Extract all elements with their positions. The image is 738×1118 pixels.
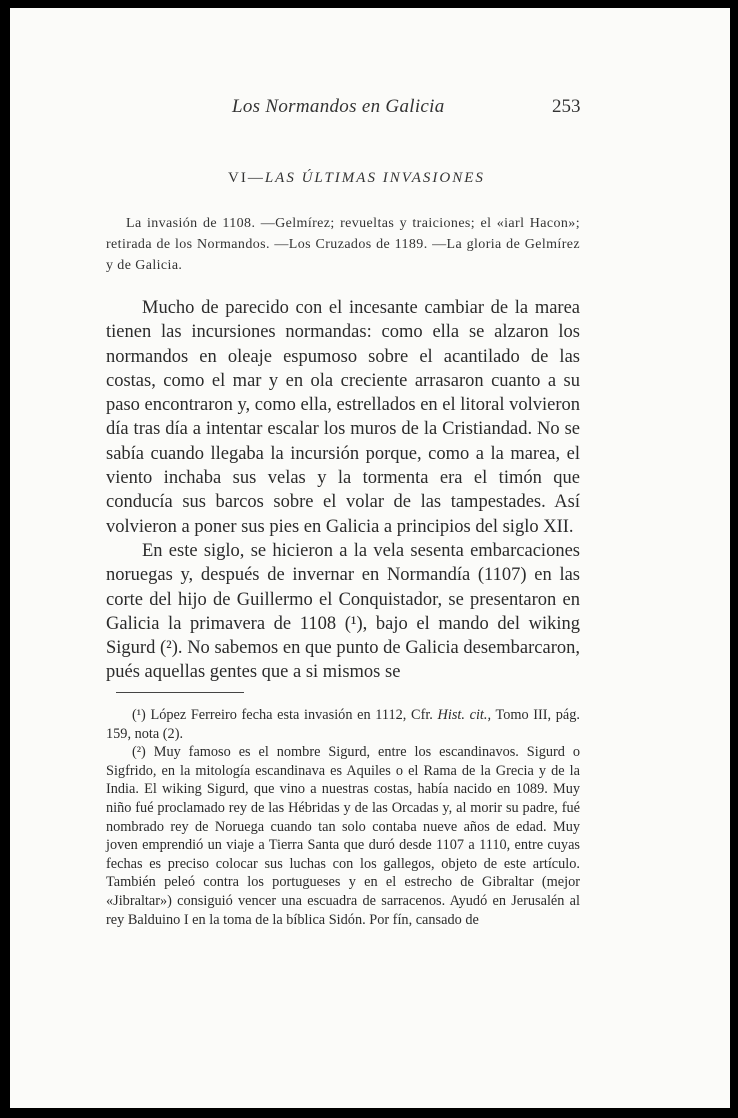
king-numeral: I (183, 911, 189, 928)
paragraph-text: En este siglo, se hicieron a la vela sesenta embarcaciones noruegas y, después de invernar en Normandía (1107) en las corte del hijo de Guillermo el Conquistador, se presentaron en Galicia la primavera de 1108 (106, 540, 580, 634)
chapter-summary: La invasión de 1108. —Gelmírez; revueltas y traiciones; el «iarl Hacon»; retirada de los Normandos. —Los Cruzados de 1189. —La gloria de Gelmírez y de Galicia. (106, 216, 580, 273)
footnote-mark: (¹) (132, 707, 146, 723)
footnote-text: López Ferreiro fecha esta invasión en 1112, Cfr. (150, 707, 433, 723)
footnote-mark: (²) (132, 744, 146, 761)
section-dash: — (247, 170, 265, 186)
footnote-ref-2: (²). (160, 638, 183, 659)
main-text (106, 296, 580, 685)
paragraph (106, 539, 580, 685)
footnote-text: Tomo (495, 707, 529, 723)
footnote-text: pág. 159, nota (2). (106, 707, 580, 742)
paragraph-text: Mucho de parecido con el incesante cambiar de la marea tienen las incursiones normandas: como ella se alzaron los normandos en oleaje espumoso sobre el acantilado de las costas, como el mar y en ola creciente arrasaron cuanto a su paso encontraron y, como ella, estrellados en el litoral volvieron día tras día a intentar escalar los muros de la Cristiandad. No se sabía cuando llegaba la incursión porque, como a la marea, el viento inchaba sus velas y la tormenta era el timón que conducía sus barcos sobre el volar de las tampestades. Así volvieron a poner sus pies en Galicia a principios del siglo (106, 298, 580, 537)
volume-numeral: III, (533, 707, 552, 723)
footnote-divider (116, 692, 244, 693)
paragraph (106, 296, 580, 539)
running-title: Los Normandos en Galicia (232, 96, 445, 117)
book-page (10, 8, 730, 1108)
paragraph-text: No sabemos en que punto de Galicia desembarcaron, pués aquellas gentes que a si mismos se (106, 638, 580, 683)
citation: Hist. cit., (437, 707, 492, 723)
footnotes (106, 706, 580, 929)
footnote-2 (106, 743, 580, 929)
section-number: VI (228, 170, 248, 186)
paragraph-text: bajo el mando del wiking Sigurd (106, 613, 581, 659)
footnote-ref-1: (¹), (344, 613, 368, 634)
century-numeral: XII. (543, 516, 574, 537)
section-title: LAS ÚLTIMAS INVASIONES (264, 170, 485, 186)
section-heading (228, 170, 485, 187)
footnote-text: Muy famoso es el nombre Sigurd, entre los escandinavos. Sigurd o Sigfrido, en la mitología escandinava es Aquiles o el Rama de la Grecia y de la India. El wiking Sigurd, que vino a nuestras costas, había nacido en 1089. Muy niño fué proclamado rey de las Hébridas y de las Orcadas y, al morir su padre, fué nombrado rey de Noruega cuando tan solo contaba nueve años de edad. Muy joven emprendió un viaje a Tierra Santa que duró desde 1107 a 1110, entre cuyas fechas es preciso colocar sus luchas con los gallegos, objeto de este artículo. También peleó contra los portugueses y en el estrecho de Gibraltar (mejor «Jibraltar») consiguió vencer una escuadra de sarracenos. Ayudó en Jerusalén al rey Balduino (106, 744, 581, 928)
page-number: 253 (552, 96, 581, 117)
footnote-text: en la toma de la bíblica Sidón. Por fín, cansado de (192, 911, 479, 928)
footnote-1 (106, 706, 580, 743)
